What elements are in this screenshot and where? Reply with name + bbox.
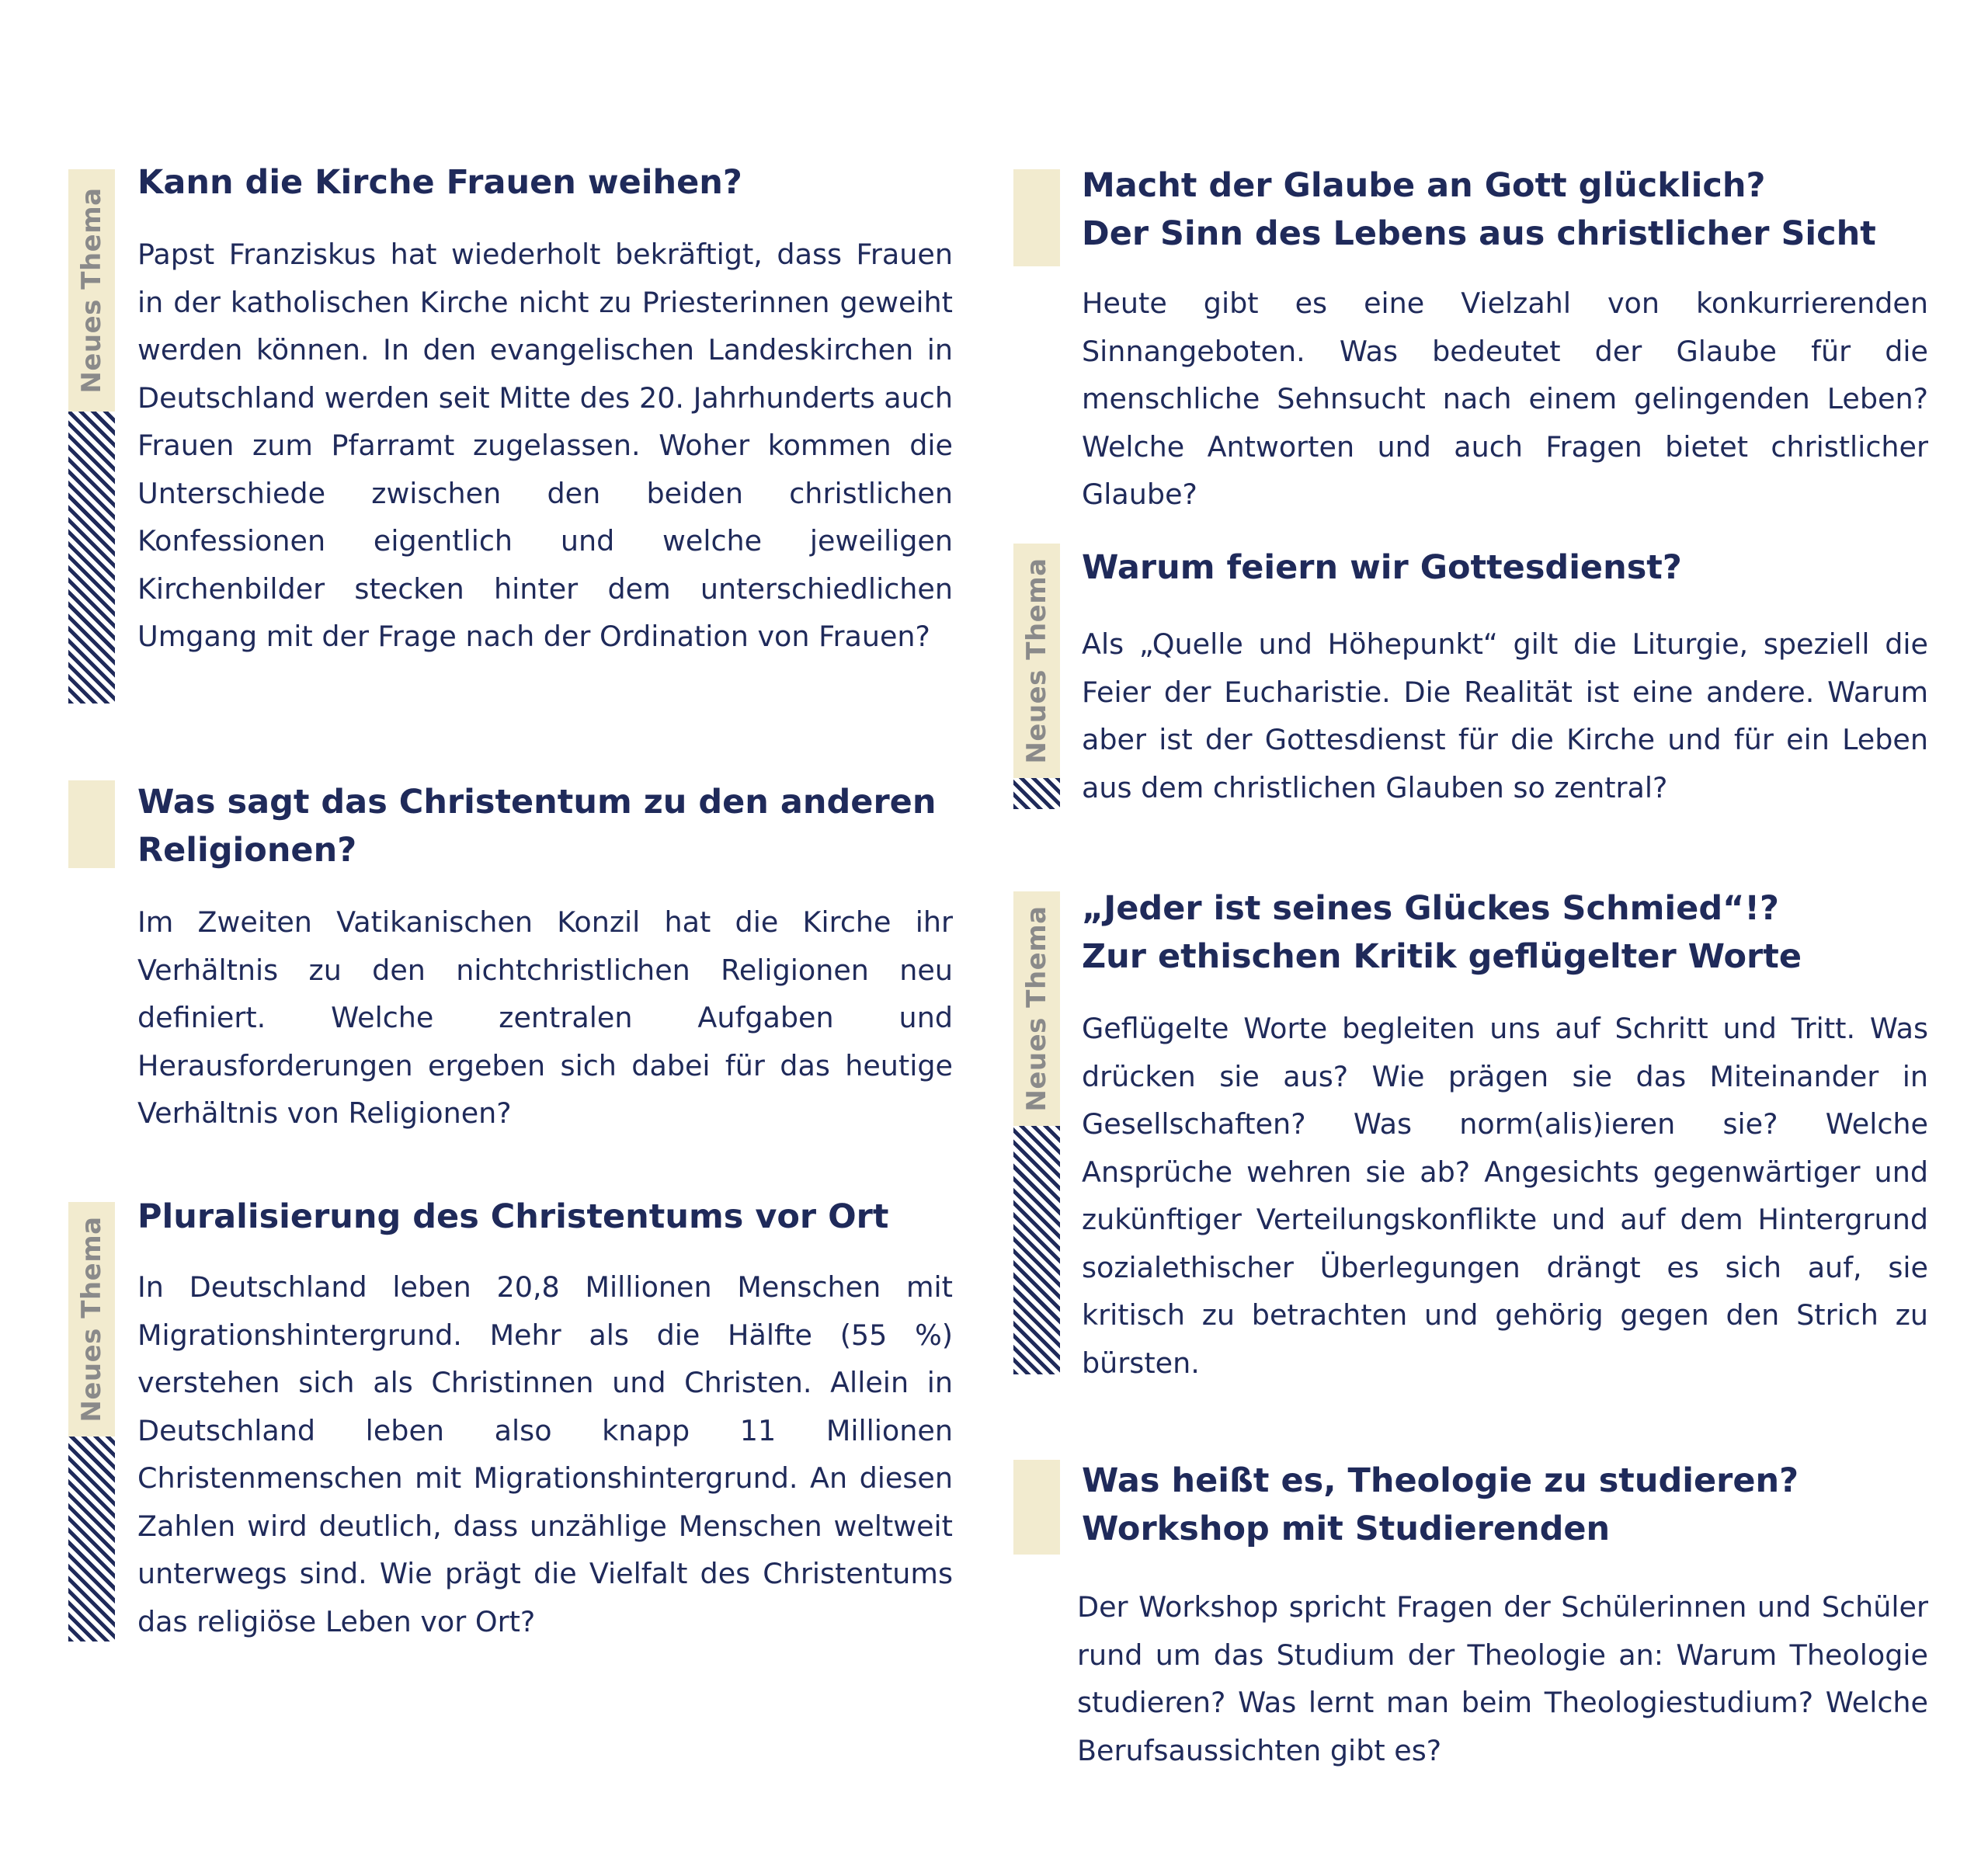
topic-body: Geflügelte Worte begleiten uns auf Schritt und Tritt. Was drücken sie aus? Wie prägen sie das Miteinander in Gesellschaften? Was norm(alis)ieren sie? Welche Ansprüche wehren sie ab? Angesichts gegenwärtiger und zukünftiger Verteilungskonflikte und auf dem Hintergrund sozialethischer Überlegungen drängt es sich auf, sie kritisch zu betrachten und gehörig gegen den Strich zu bürsten.	[1082, 1012, 1928, 1380]
topic-marker	[1013, 1460, 1060, 1555]
topic-title: Warum feiern wir Gottesdienst?	[1082, 548, 1682, 587]
new-topic-badge: Neues Thema	[76, 1216, 107, 1423]
new-topic-badge: Neues Thema	[76, 187, 107, 394]
new-topic-marker	[1013, 891, 1060, 1374]
topic-title: Macht der Glaube an Gott glücklich? Der Sinn des Lebens aus christlicher Sicht	[1082, 166, 1876, 253]
topic-marker	[1013, 169, 1060, 266]
new-topic-badge: Neues Thema	[1021, 905, 1052, 1112]
new-topic-marker	[68, 169, 115, 704]
topic-marker	[68, 780, 115, 868]
topic-body: In Deutschland leben 20,8 Millionen Menschen mit Migrationshintergrund. Mehr als die Hälfte (55 %) verstehen sich als Christinnen und Christen. Allein in Deutschland leben also knapp 11 Millionen Christenmenschen mit Migrationshintergrund. An diesen Zahlen wird deutlich, dass unzählige Menschen weltweit unterwegs sind. Wie prägt die Vielfalt des Christentums das religiöse Leben vor Ort?	[137, 1270, 953, 1638]
topic-title: Was heißt es, Theologie zu studieren? Workshop mit Studierenden	[1082, 1461, 1799, 1548]
topic-body: Papst Franziskus hat wiederholt bekräftigt, dass Frauen in der katholischen Kirche nicht zu Priesterinnen geweiht werden können. In den evangelischen Landeskirchen in Deutschland werden seit Mitte des 20. Jahrhunderts auch Frauen zum Pfarramt zugelassen. Woher kommen die Unterschiede zwischen den beiden christlichen Konfessionen eigentlich und welche jeweiligen Kirchenbilder stecken hinter dem unterschiedlichen Umgang mit der Frage nach der Ordination von Frauen?	[137, 238, 953, 653]
topic-title: „Jeder ist seines Glückes Schmied“!? Zur ethischen Kritik geflügelter Worte	[1082, 889, 1802, 976]
topic-body: Heute gibt es eine Vielzahl von konkurrierenden Sinnangeboten. Was bedeutet der Glaube für die menschliche Sehnsucht nach einem gelingenden Leben? Welche Antworten und auch Fragen bietet christlicher Glaube?	[1082, 287, 1928, 511]
new-topic-marker	[1013, 544, 1060, 809]
new-topic-marker	[68, 1202, 115, 1642]
topic-title: Pluralisierung des Christentums vor Ort	[137, 1197, 889, 1236]
topic-title: Kann die Kirche Frauen weihen?	[137, 163, 742, 202]
topic-body: Der Workshop spricht Fragen der Schülerinnen und Schüler rund um das Studium der Theologie an: Warum Theologie studieren? Was lernt man beim Theologiestudium? Welche Berufsaussichten gibt es?	[1077, 1590, 1928, 1767]
new-topic-badge: Neues Thema	[1021, 558, 1052, 764]
topic-body: Im Zweiten Vatikanischen Konzil hat die Kirche ihr Verhältnis zu den nichtchristlichen Religionen neu definiert. Welche zentralen Aufgaben und Herausforderungen ergeben sich dabei für das heutige Verhältnis von Religionen?	[137, 905, 953, 1130]
topic-title: Was sagt das Christentum zu den anderen Religionen?	[137, 783, 937, 870]
topic-body: Als „Quelle und Höhepunkt“ gilt die Liturgie, speziell die Feier der Eucharistie. Die Realität ist eine andere. Warum aber ist der Gottesdienst für die Kirche und für ein Leben aus dem christlichen Glauben so zentral?	[1082, 627, 1928, 804]
